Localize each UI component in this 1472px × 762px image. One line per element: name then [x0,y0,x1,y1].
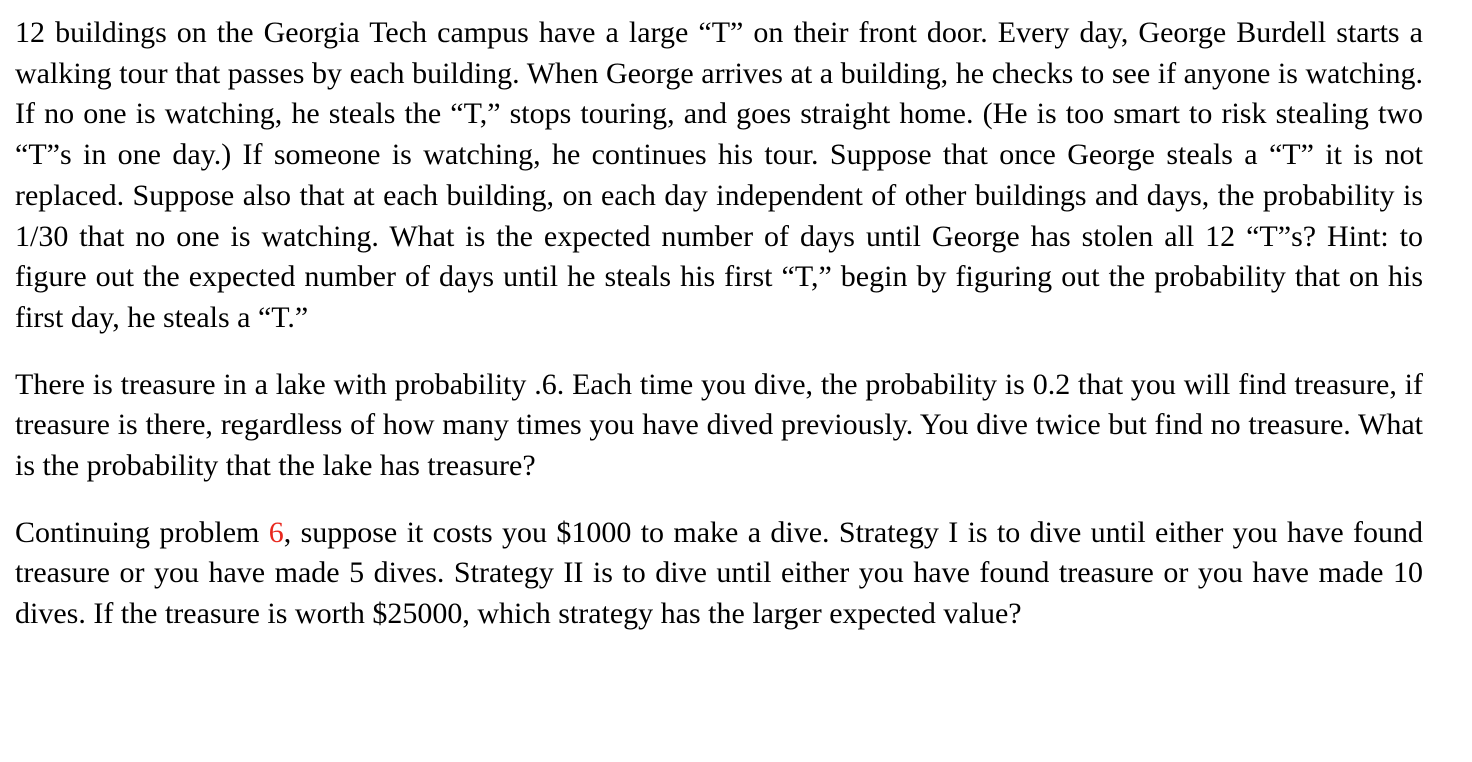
problem-dive-strategy-comparison [15,513,1423,635]
problem-list [15,13,1423,635]
problem-george-burdell-t-thefts: 12 buildings on the Georgia Tech campus have a large “T” on their front door. Every day, George Burdell starts a walking tour that passes by each building. When George arrives at a building, he checks to see if anyone is watching. If no one is watching, he steals the “T,” stops touring, and goes straight home. (He is too smart to risk stealing two “T”s in one day.) If someone is watching, he continues his tour. Suppose that once George steals a “T” it is not replaced. Suppose also that at each building, on each day independent of other buildings and days, the probability is 1/30 that no one is watching. What is the expected number of days until George has stolen all 12 “T”s? Hint: to figure out the expected number of days until he steals his first “T,” begin by figuring out the probability that on his first day, he steals a “T.” [15,16,1423,334]
problem-lake-treasure-probability: There is treasure in a lake with probability .6. Each time you dive, the probability is 0.2 that you will find treasure, if treasure is there, regardless of how many times you have dived previously. You dive twice but find no treasure. What is the probability that the lake has treasure? [15,367,1423,483]
problem-text-before-ref: Continuing problem [15,515,269,549]
problem-reference-link[interactable]: 6 [268,515,284,549]
problem-text-after-ref: , suppose it costs you $1000 to make a dive. Strategy I is to dive until either you have found treasure or you have made 5 dives. Strategy II is to dive until either you have found treasure or you have made 10 dives. If the treasure is worth $25000, which strategy has the larger expected value? [15,515,1423,631]
